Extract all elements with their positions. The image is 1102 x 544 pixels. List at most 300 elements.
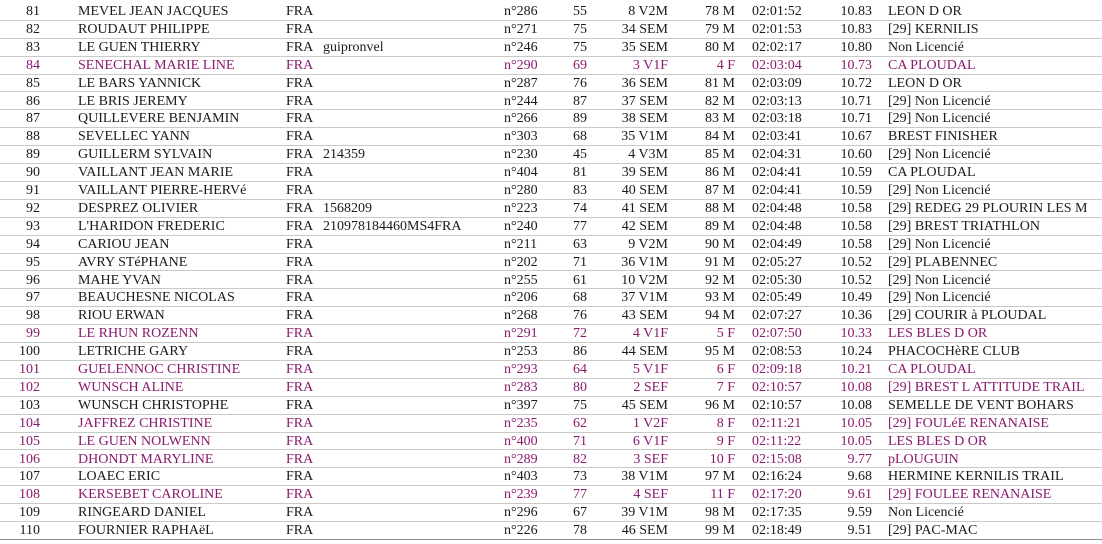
rank-cell: 101 bbox=[19, 362, 40, 377]
gender-rank: 91 M bbox=[705, 254, 735, 270]
gender-rank: 80 M bbox=[705, 39, 735, 55]
finish-time: 02:08:53 bbox=[752, 344, 802, 360]
bib-number: n°246 bbox=[504, 39, 538, 55]
club-name: LES BLES D OR bbox=[888, 326, 988, 342]
club-name: [29] Non Licencié bbox=[888, 236, 991, 252]
table-row bbox=[0, 289, 1102, 307]
gender-rank: 99 M bbox=[705, 523, 735, 539]
bib-number: n°291 bbox=[504, 326, 538, 342]
rank-cell: 93 bbox=[26, 218, 40, 234]
average-speed: 10.08 bbox=[840, 397, 872, 413]
bib-number: n°206 bbox=[504, 290, 538, 306]
category-rank: 10 V2M bbox=[621, 272, 668, 288]
finish-time: 02:01:53 bbox=[752, 21, 802, 37]
rank-cell: 104 bbox=[19, 415, 40, 431]
finish-time: 02:05:27 bbox=[752, 254, 802, 270]
runner-name: LE BARS YANNICK bbox=[78, 75, 202, 91]
rank-cell: 85 bbox=[26, 75, 40, 91]
rank-cell: 103 bbox=[19, 397, 40, 413]
gender-rank: 87 M bbox=[705, 183, 735, 198]
gender-rank: 95 M bbox=[705, 344, 735, 360]
table-row bbox=[0, 39, 1102, 57]
birth-year: 75 bbox=[573, 39, 587, 55]
table-row bbox=[0, 182, 1102, 200]
runner-name: DESPREZ OLIVIER bbox=[78, 200, 199, 216]
average-speed: 10.72 bbox=[840, 75, 872, 91]
club-name: Non Licencié bbox=[888, 505, 964, 521]
bib-number: n°271 bbox=[504, 21, 538, 37]
rank-cell: 82 bbox=[26, 21, 40, 37]
nationality-cell: FRA bbox=[286, 326, 314, 342]
average-speed: 10.08 bbox=[840, 379, 872, 395]
gender-rank: 92 M bbox=[705, 272, 735, 288]
birth-year: 83 bbox=[573, 183, 587, 198]
table-row bbox=[0, 21, 1102, 39]
birth-year: 69 bbox=[573, 57, 587, 73]
gender-rank: 8 F bbox=[716, 415, 735, 431]
bib-number: n°230 bbox=[504, 147, 538, 163]
finish-time: 02:17:20 bbox=[752, 487, 802, 503]
club-name: BREST FINISHER bbox=[888, 129, 998, 145]
category-rank: 4 V3M bbox=[628, 147, 668, 163]
average-speed: 10.52 bbox=[840, 254, 872, 270]
category-rank: 38 V1M bbox=[621, 469, 668, 485]
category-rank: 2 SEF bbox=[633, 379, 668, 395]
club-name: LEON D OR bbox=[888, 4, 962, 19]
average-speed: 10.60 bbox=[840, 147, 872, 163]
finish-time: 02:15:08 bbox=[752, 451, 802, 467]
category-rank: 34 SEM bbox=[621, 21, 668, 37]
runner-name: LETRICHE GARY bbox=[78, 344, 189, 360]
runner-name: FOURNIER RAPHAëL bbox=[78, 523, 214, 539]
rank-cell: 97 bbox=[26, 290, 40, 306]
runner-name: RINGEARD DANIEL bbox=[78, 505, 206, 521]
table-row bbox=[0, 200, 1102, 218]
category-rank: 4 SEF bbox=[633, 487, 668, 503]
nationality-cell: FRA bbox=[286, 415, 314, 431]
nationality-cell: FRA bbox=[286, 523, 314, 539]
runner-name: ROUDAUT PHILIPPE bbox=[78, 21, 210, 37]
club-name: [29] FOULEE RENANAISE bbox=[888, 487, 1052, 503]
bib-number: n°268 bbox=[504, 308, 538, 324]
club-name: LES BLES D OR bbox=[888, 433, 988, 449]
rank-cell: 88 bbox=[26, 129, 40, 145]
average-speed: 9.59 bbox=[847, 505, 872, 521]
runner-name: KERSEBET CAROLINE bbox=[78, 487, 223, 503]
average-speed: 10.80 bbox=[840, 39, 872, 55]
runner-name: DHONDT MARYLINE bbox=[78, 451, 214, 467]
rank-cell: 107 bbox=[19, 469, 40, 485]
birth-year: 89 bbox=[573, 111, 587, 127]
category-rank: 9 V2M bbox=[628, 236, 668, 252]
average-speed: 10.05 bbox=[840, 415, 872, 431]
gender-rank: 93 M bbox=[705, 290, 735, 306]
category-rank: 39 SEM bbox=[621, 165, 668, 181]
bib-number: n°286 bbox=[504, 4, 538, 19]
finish-time: 02:09:18 bbox=[752, 362, 802, 377]
birth-year: 68 bbox=[573, 290, 587, 306]
average-speed: 10.83 bbox=[840, 4, 872, 19]
finish-time: 02:04:41 bbox=[752, 165, 802, 181]
birth-year: 76 bbox=[573, 308, 587, 324]
bib-number: n°403 bbox=[504, 469, 538, 485]
runner-name: AVRY STéPHANE bbox=[78, 254, 188, 270]
license-cell: 210978184460MS4FRA bbox=[323, 218, 462, 234]
license-cell: guipronvel bbox=[323, 39, 384, 55]
nationality-cell: FRA bbox=[286, 505, 314, 521]
nationality-cell: FRA bbox=[286, 57, 314, 73]
club-name: PHACOCHèRE CLUB bbox=[888, 344, 1020, 360]
club-name: SEMELLE DE VENT BOHARS bbox=[888, 397, 1074, 413]
table-row bbox=[0, 110, 1102, 128]
table-row bbox=[0, 307, 1102, 325]
bib-number: n°255 bbox=[504, 272, 538, 288]
finish-time: 02:04:48 bbox=[752, 200, 802, 216]
rank-cell: 98 bbox=[26, 308, 40, 324]
table-row bbox=[0, 325, 1102, 343]
nationality-cell: FRA bbox=[286, 111, 314, 127]
table-row bbox=[0, 343, 1102, 361]
club-name: [29] FOULéE RENANAISE bbox=[888, 415, 1049, 431]
birth-year: 77 bbox=[573, 487, 587, 503]
gender-rank: 81 M bbox=[705, 75, 735, 91]
category-rank: 6 V1F bbox=[632, 433, 668, 449]
runner-name: BEAUCHESNE NICOLAS bbox=[78, 290, 235, 306]
table-row bbox=[0, 433, 1102, 451]
bib-number: n°253 bbox=[504, 344, 538, 360]
rank-cell: 99 bbox=[26, 326, 40, 342]
gender-rank: 9 F bbox=[716, 433, 735, 449]
nationality-cell: FRA bbox=[286, 254, 314, 270]
gender-rank: 97 M bbox=[705, 469, 735, 485]
rank-cell: 100 bbox=[19, 344, 40, 360]
gender-rank: 94 M bbox=[705, 308, 735, 324]
average-speed: 10.21 bbox=[840, 362, 872, 377]
runner-name: SEVELLEC YANN bbox=[78, 129, 190, 145]
bib-number: n°290 bbox=[504, 57, 538, 73]
birth-year: 62 bbox=[573, 415, 587, 431]
birth-year: 87 bbox=[573, 93, 587, 109]
bib-number: n°280 bbox=[504, 183, 538, 198]
category-rank: 35 SEM bbox=[621, 39, 668, 55]
nationality-cell: FRA bbox=[286, 308, 314, 324]
category-rank: 43 SEM bbox=[621, 308, 668, 324]
birth-year: 55 bbox=[573, 4, 587, 19]
nationality-cell: FRA bbox=[286, 433, 314, 449]
bib-number: n°289 bbox=[504, 451, 538, 467]
birth-year: 81 bbox=[573, 165, 587, 181]
average-speed: 10.59 bbox=[840, 165, 872, 181]
runner-name: MAHE YVAN bbox=[78, 272, 161, 288]
finish-time: 02:02:17 bbox=[752, 39, 802, 55]
category-rank: 39 V1M bbox=[621, 505, 668, 521]
nationality-cell: FRA bbox=[286, 218, 314, 234]
runner-name: CARIOU JEAN bbox=[78, 236, 170, 252]
table-row bbox=[0, 164, 1102, 182]
category-rank: 44 SEM bbox=[621, 344, 668, 360]
license-cell: 1568209 bbox=[323, 200, 372, 216]
gender-rank: 88 M bbox=[705, 200, 735, 216]
finish-time: 02:03:18 bbox=[752, 111, 802, 127]
birth-year: 63 bbox=[573, 236, 587, 252]
birth-year: 71 bbox=[573, 254, 587, 270]
finish-time: 02:04:49 bbox=[752, 236, 802, 252]
average-speed: 10.83 bbox=[840, 21, 872, 37]
table-row bbox=[0, 3, 1102, 21]
runner-name: VAILLANT PIERRE-HERVé bbox=[78, 183, 247, 198]
runner-name: LOAEC ERIC bbox=[78, 469, 161, 485]
club-name: CA PLOUDAL bbox=[888, 165, 976, 181]
club-name: CA PLOUDAL bbox=[888, 57, 976, 73]
category-rank: 45 SEM bbox=[621, 397, 668, 413]
finish-time: 02:17:35 bbox=[752, 505, 802, 521]
average-speed: 10.24 bbox=[840, 344, 872, 360]
club-name: [29] BREST L ATTITUDE TRAIL bbox=[888, 379, 1085, 395]
finish-time: 02:10:57 bbox=[752, 379, 802, 395]
bib-number: n°283 bbox=[504, 379, 538, 395]
runner-name: JAFFREZ CHRISTINE bbox=[78, 415, 213, 431]
average-speed: 9.68 bbox=[847, 469, 872, 485]
category-rank: 1 V2F bbox=[632, 415, 668, 431]
category-rank: 3 V1F bbox=[632, 57, 668, 73]
birth-year: 64 bbox=[573, 362, 587, 377]
rank-cell: 89 bbox=[26, 147, 40, 163]
gender-rank: 11 F bbox=[710, 487, 735, 503]
average-speed: 9.61 bbox=[847, 487, 872, 503]
gender-rank: 5 F bbox=[716, 326, 735, 342]
rank-cell: 91 bbox=[26, 183, 40, 198]
category-rank: 3 SEF bbox=[633, 451, 668, 467]
club-name: [29] COURIR à PLOUDAL bbox=[888, 308, 1047, 324]
category-rank: 46 SEM bbox=[621, 523, 668, 539]
nationality-cell: FRA bbox=[286, 469, 314, 485]
rank-cell: 84 bbox=[26, 57, 40, 73]
club-name: pLOUGUIN bbox=[888, 451, 959, 467]
bib-number: n°244 bbox=[504, 93, 538, 109]
rank-cell: 109 bbox=[19, 505, 40, 521]
gender-rank: 96 M bbox=[705, 397, 735, 413]
birth-year: 74 bbox=[573, 200, 587, 216]
gender-rank: 6 F bbox=[716, 362, 735, 377]
average-speed: 9.77 bbox=[847, 451, 872, 467]
finish-time: 02:03:41 bbox=[752, 129, 802, 145]
nationality-cell: FRA bbox=[286, 75, 314, 91]
runner-name: GUELENNOC CHRISTINE bbox=[78, 362, 241, 377]
gender-rank: 86 M bbox=[705, 165, 735, 181]
finish-time: 02:07:50 bbox=[752, 326, 802, 342]
finish-time: 02:03:04 bbox=[752, 57, 802, 73]
bib-number: n°235 bbox=[504, 415, 538, 431]
rank-cell: 83 bbox=[26, 39, 40, 55]
rank-cell: 81 bbox=[26, 4, 40, 19]
finish-time: 02:07:27 bbox=[752, 308, 802, 324]
birth-year: 80 bbox=[573, 379, 587, 395]
category-rank: 35 V1M bbox=[621, 129, 668, 145]
gender-rank: 85 M bbox=[705, 147, 735, 163]
rank-cell: 94 bbox=[26, 236, 40, 252]
bib-number: n°226 bbox=[504, 523, 538, 539]
bib-number: n°266 bbox=[504, 111, 538, 127]
table-row bbox=[0, 397, 1102, 415]
nationality-cell: FRA bbox=[286, 200, 314, 216]
average-speed: 10.05 bbox=[840, 433, 872, 449]
nationality-cell: FRA bbox=[286, 379, 314, 395]
birth-year: 67 bbox=[573, 505, 587, 521]
table-row bbox=[0, 236, 1102, 254]
category-rank: 5 V1F bbox=[632, 362, 668, 377]
rank-cell: 96 bbox=[26, 272, 40, 288]
average-speed: 10.73 bbox=[840, 57, 872, 73]
bib-number: n°211 bbox=[504, 236, 538, 252]
runner-name: LE BRIS JEREMY bbox=[78, 93, 188, 109]
finish-time: 02:11:22 bbox=[752, 433, 802, 449]
gender-rank: 82 M bbox=[705, 93, 735, 109]
finish-time: 02:04:48 bbox=[752, 218, 802, 234]
birth-year: 75 bbox=[573, 397, 587, 413]
club-name: [29] PAC-MAC bbox=[888, 523, 978, 539]
gender-rank: 7 F bbox=[716, 379, 735, 395]
rank-cell: 87 bbox=[26, 111, 40, 127]
category-rank: 40 SEM bbox=[621, 183, 668, 198]
rank-cell: 105 bbox=[19, 433, 40, 449]
club-name: LEON D OR bbox=[888, 75, 962, 91]
table-bottom-rule bbox=[0, 539, 1102, 540]
nationality-cell: FRA bbox=[286, 39, 314, 55]
bib-number: n°239 bbox=[504, 487, 538, 503]
gender-rank: 90 M bbox=[705, 236, 735, 252]
runner-name: GUILLERM SYLVAIN bbox=[78, 147, 213, 163]
finish-time: 02:04:31 bbox=[752, 147, 802, 163]
nationality-cell: FRA bbox=[286, 362, 314, 377]
average-speed: 10.33 bbox=[840, 326, 872, 342]
table-row bbox=[0, 272, 1102, 290]
table-row bbox=[0, 75, 1102, 93]
rank-cell: 95 bbox=[26, 254, 40, 270]
table-row bbox=[0, 254, 1102, 272]
nationality-cell: FRA bbox=[286, 451, 314, 467]
average-speed: 10.58 bbox=[840, 218, 872, 234]
nationality-cell: FRA bbox=[286, 165, 314, 181]
finish-time: 02:04:41 bbox=[752, 183, 802, 198]
bib-number: n°400 bbox=[504, 433, 538, 449]
category-rank: 37 SEM bbox=[621, 93, 668, 109]
club-name: [29] PLABENNEC bbox=[888, 254, 998, 270]
category-rank: 41 SEM bbox=[621, 200, 668, 216]
table-row bbox=[0, 504, 1102, 522]
table-row bbox=[0, 146, 1102, 164]
runner-name: LE GUEN THIERRY bbox=[78, 39, 201, 55]
club-name: [29] Non Licencié bbox=[888, 183, 991, 198]
birth-year: 86 bbox=[573, 344, 587, 360]
club-name: [29] Non Licencié bbox=[888, 93, 991, 109]
finish-time: 02:16:24 bbox=[752, 469, 802, 485]
bib-number: n°303 bbox=[504, 129, 538, 145]
finish-time: 02:18:49 bbox=[752, 523, 802, 539]
gender-rank: 98 M bbox=[705, 505, 735, 521]
average-speed: 9.51 bbox=[847, 523, 872, 539]
bib-number: n°287 bbox=[504, 75, 538, 91]
table-row bbox=[0, 379, 1102, 397]
nationality-cell: FRA bbox=[286, 21, 314, 37]
runner-name: WUNSCH ALINE bbox=[78, 379, 184, 395]
category-rank: 42 SEM bbox=[621, 218, 668, 234]
rank-cell: 106 bbox=[19, 451, 40, 467]
bib-number: n°397 bbox=[504, 397, 538, 413]
birth-year: 77 bbox=[573, 218, 587, 234]
nationality-cell: FRA bbox=[286, 487, 314, 503]
rank-cell: 110 bbox=[19, 523, 40, 539]
bib-number: n°223 bbox=[504, 200, 538, 216]
nationality-cell: FRA bbox=[286, 129, 314, 145]
gender-rank: 84 M bbox=[705, 129, 735, 145]
table-row bbox=[0, 468, 1102, 486]
table-row bbox=[0, 361, 1102, 379]
rank-cell: 90 bbox=[26, 165, 40, 181]
runner-name: LE GUEN NOLWENN bbox=[78, 433, 211, 449]
nationality-cell: FRA bbox=[286, 344, 314, 360]
nationality-cell: FRA bbox=[286, 397, 314, 413]
runner-name: LE RHUN ROZENN bbox=[78, 326, 199, 342]
table-row bbox=[0, 522, 1102, 540]
finish-time: 02:03:13 bbox=[752, 93, 802, 109]
runner-name: WUNSCH CHRISTOPHE bbox=[78, 397, 229, 413]
club-name: [29] REDEG 29 PLOURIN LES M bbox=[888, 200, 1088, 216]
category-rank: 4 V1F bbox=[632, 326, 668, 342]
license-cell: 214359 bbox=[323, 147, 365, 163]
table-row bbox=[0, 486, 1102, 504]
category-rank: 8 V2M bbox=[628, 4, 668, 19]
gender-rank: 89 M bbox=[705, 218, 735, 234]
average-speed: 10.36 bbox=[840, 308, 872, 324]
rank-cell: 102 bbox=[19, 379, 40, 395]
average-speed: 10.49 bbox=[840, 290, 872, 306]
finish-time: 02:05:30 bbox=[752, 272, 802, 288]
runner-name: MEVEL JEAN JACQUES bbox=[78, 4, 229, 19]
birth-year: 82 bbox=[573, 451, 587, 467]
gender-rank: 79 M bbox=[705, 21, 735, 37]
finish-time: 02:01:52 bbox=[752, 4, 802, 19]
rank-cell: 92 bbox=[26, 200, 40, 216]
bib-number: n°296 bbox=[504, 505, 538, 521]
category-rank: 36 SEM bbox=[621, 75, 668, 91]
category-rank: 36 V1M bbox=[621, 254, 668, 270]
club-name: [29] BREST TRIATHLON bbox=[888, 218, 1040, 234]
finish-time: 02:03:09 bbox=[752, 75, 802, 91]
birth-year: 76 bbox=[573, 75, 587, 91]
gender-rank: 4 F bbox=[716, 57, 735, 73]
nationality-cell: FRA bbox=[286, 4, 314, 19]
birth-year: 78 bbox=[573, 523, 587, 539]
nationality-cell: FRA bbox=[286, 236, 314, 252]
gender-rank: 83 M bbox=[705, 111, 735, 127]
club-name: [29] Non Licencié bbox=[888, 290, 991, 306]
average-speed: 10.67 bbox=[840, 129, 872, 145]
rank-cell: 108 bbox=[19, 487, 40, 503]
average-speed: 10.58 bbox=[840, 236, 872, 252]
finish-time: 02:05:49 bbox=[752, 290, 802, 306]
club-name: Non Licencié bbox=[888, 39, 964, 55]
finish-time: 02:10:57 bbox=[752, 397, 802, 413]
runner-name: L'HARIDON FREDERIC bbox=[78, 218, 225, 234]
club-name: CA PLOUDAL bbox=[888, 362, 976, 377]
bib-number: n°202 bbox=[504, 254, 538, 270]
bib-number: n°404 bbox=[504, 165, 538, 181]
table-row bbox=[0, 218, 1102, 236]
nationality-cell: FRA bbox=[286, 147, 314, 163]
nationality-cell: FRA bbox=[286, 272, 314, 288]
club-name: HERMINE KERNILIS TRAIL bbox=[888, 469, 1064, 485]
club-name: [29] Non Licencié bbox=[888, 272, 991, 288]
